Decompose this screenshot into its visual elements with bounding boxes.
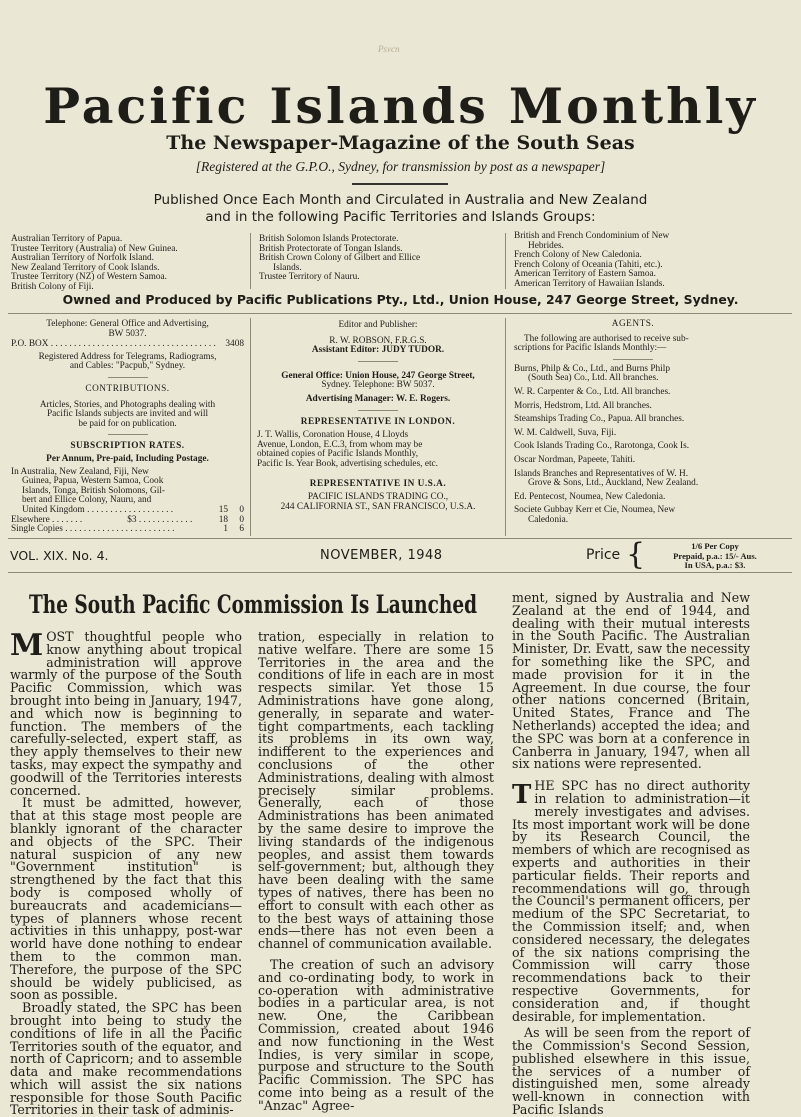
info-divider (505, 318, 506, 536)
territory-item: Australian Territory of Norfolk Island. (11, 253, 154, 264)
territory-item: British Protectorate of Tongan Islands. (259, 243, 403, 254)
editor-name: R. W. ROBSON, F.R.G.S. (329, 335, 427, 346)
agent-item: Oscar Nordman, Papeete, Tahiti. (514, 454, 636, 465)
info-right-column (514, 320, 752, 526)
library-stamp: Psvcn (378, 44, 400, 54)
agent-line: Burns, Philp & Co., Ltd., and Burns Philp (514, 363, 670, 374)
london-text: Pacific Is. Year Book, advertising schedules, etc. (257, 458, 438, 469)
rate-pence: 0 (239, 504, 244, 515)
usd-rate: $3 (127, 514, 137, 525)
article-column-1 (10, 628, 242, 1117)
territories-column-1 (11, 235, 243, 293)
territory-item: French Colony of Oceania (Tahiti, etc.). (514, 259, 663, 270)
rate-shillings: 15 (218, 504, 228, 515)
dropcap-paragraph-text: OST thoughtful people who know anything about tropical administration will approve warmly of the purpose of the South Pacific Commission, which was brought into being in January, 1947, and which now is beginning to function. The members of the carefully-selected, expert staff, as they apply themselves to their new tasks, may expect the sympathy and goodwill of the Territories interests concerned. (10, 629, 242, 798)
brace-glyph: { (626, 537, 646, 572)
article-paragraph: tration, especially in relation to native welfare. There are some 15 Territories in the area and the conditions of life in each are in most respects similar. Yet those 15 Administrations have gone along, generally, in separate and water-tight compartments, each tackling its problems in its own way, indifferent to the experiences and conclusions of the other Administrations, dealing with almost precisely similar problems. Generally, each of those Administrations has been animated by the same desire to improve the living standards of the indigenous peoples, and assist them towards self-government; but, although they have been dealing with the same types of natives, there has been no effort to consult with each other as to the best ways of attaining those ends—there has not even been a channel of communication available. (258, 629, 494, 952)
rate-label: Elsewhere (11, 514, 50, 525)
published-line-2: and in the following Pacific Territories and Islands Groups: (205, 209, 596, 225)
article-paragraph: ment, signed by Australia and New Zealand at the end of 1944, and dealing with their mutual interests in the South Pacific. The Australian Minister, Dr. Evatt, saw the necessity for something like the SPC, and made provision for it in the Agreement. In due course, the four other nations concerned (Britain, United States, France and The Netherlands) accepted the idea; and the SPC was born at a conference in Canberra in January, 1947, when all six nations were represented. (512, 590, 750, 772)
price-line: In USA, p.a.: $3. (684, 560, 746, 570)
territory-item: British Solomon Islands Protectorate. (259, 234, 399, 244)
territory-item: American Territory of Eastern Samoa. (514, 269, 656, 280)
title-rule (352, 183, 448, 185)
london-text: Avenue, London, E.C.3, from whom may be (257, 439, 423, 450)
subscription-region: Islands, Tonga, British Solomons, Gil- (22, 485, 166, 496)
telephone-line: Telephone: General Office and Advertising, (46, 319, 209, 329)
info-left-column (11, 320, 244, 535)
territories-divider (505, 233, 506, 289)
leader-dots: . . . . . . . (49, 515, 85, 525)
territory-item: Trustee Territory (NZ) of Western Samoa. (11, 272, 167, 283)
telephone-number: BW 5037. (108, 328, 147, 339)
mini-rule (613, 359, 653, 360)
leader-dots: . . . . . . . . . . . . . . . . . . . . . . . . (62, 525, 175, 535)
registration-note: [Registered at the G.P.O., Sydney, for transmission by post as a newspaper] (195, 159, 606, 174)
published-line-1: Published Once Each Month and Circulated in Australia and New Zealand (153, 192, 648, 208)
subscription-subheading: Per Annum, Pre-paid, Including Postage. (46, 453, 209, 464)
agent-line: Islands Branches and Representatives of W. H. (514, 468, 689, 479)
leader-dots: . . . . . . . . . . . . (136, 515, 193, 525)
contributions-text: Articles, Stories, and Photographs dealing with (39, 399, 216, 410)
territory-item: American Territory of Hawaiian Islands. (514, 278, 665, 289)
general-office-2: Sydney. Telephone: BW 5037. (321, 380, 435, 391)
agent-item (514, 506, 752, 525)
territories-divider (250, 233, 251, 289)
rate-label: United Kingdom (22, 504, 85, 515)
london-text: J. T. Wallis, Coronation House, 4 Lloyds (257, 430, 409, 441)
article-column-3 (512, 592, 750, 1117)
agent-line: Caledonia. (528, 514, 569, 525)
subscription-region: bert and Ellice Colony, Nauru, and (22, 495, 152, 506)
agent-item: Cook Islands Trading Co., Rarotonga, Cook Is. (514, 441, 690, 452)
article-paragraph (10, 628, 242, 798)
agent-item: W. M. Caldwell, Suva, Fiji. (514, 427, 617, 438)
contributions-heading: CONTRIBUTIONS. (85, 383, 170, 394)
agent-line: (South Sea) Co., Ltd. All branches. (528, 373, 659, 384)
price-label: Price (586, 547, 621, 563)
london-heading: REPRESENTATIVE IN LONDON. (300, 416, 456, 427)
po-box-label: P.O. BOX (11, 339, 49, 350)
contributions-text: be paid for on publication. (78, 418, 177, 429)
territory-item: Trustee Territory (Australia) of New Guinea. (11, 243, 178, 254)
telegram-address-2: and Cables: "Pacpub," Sydney. (69, 361, 186, 372)
subscription-region: Guinea, Papua, Western Samoa, Cook (22, 476, 164, 487)
territory-item: British Colony of Fiji. (11, 281, 94, 292)
rate-row (11, 525, 244, 535)
section-rule (8, 572, 792, 573)
volume-number: VOL. XIX. No. 4. (10, 548, 109, 563)
price-line: Prepaid, p.a.: 15/- Aus. (673, 550, 757, 561)
po-box-value: 3408 (225, 339, 244, 350)
agents-intro: scriptions for Pacific Islands Monthly:— (514, 343, 667, 354)
assistant-editor: Assistant Editor: JUDY TUDOR. (311, 345, 445, 356)
territory-item: Australian Territory of Papua. (11, 234, 123, 244)
territory-item: French Colony of New Caledonia. (514, 250, 642, 261)
mini-rule (358, 361, 398, 362)
london-text: obtained copies of Pacific Islands Monthly, (257, 449, 419, 460)
subscription-heading: SUBSCRIPTION RATES. (70, 441, 185, 452)
masthead-subtitle: The Newspaper-Magazine of the South Seas (166, 132, 635, 154)
article-paragraph: The creation of such an advisory and co-ordinating body, to work in co-operation with administrative bodies in a particular area, is not new. One, the Caribbean Commission, created about 1946 and now functioning in the West Indies, is very similar in scope, purpose and structure to the South Pacific Commission. The SPC has come into being as a result of the "Anzac" Agree- (258, 956, 494, 1113)
leader-dots: . . . . . . . . . . . . . . . . . . . (84, 505, 174, 515)
editor-heading: Editor and Publisher: (338, 320, 418, 330)
mini-rule (358, 410, 398, 411)
usa-heading: REPRESENTATIVE IN U.S.A. (309, 478, 447, 489)
agent-item: W. R. Carpenter & Co., Ltd. All branches. (514, 386, 671, 397)
agent-item (514, 365, 752, 384)
territory-item: Hebrides. (528, 240, 564, 251)
agents-intro: The following are authorised to receive sub- (524, 333, 689, 344)
rate-label: Single Copies (11, 524, 63, 535)
usa-text: 244 CALIFORNIA ST., SAN FRANCISCO, U.S.A. (280, 501, 476, 512)
subscription-region: In Australia, New Zealand, Fiji, New (11, 466, 149, 477)
agent-item: Steamships Trading Co., Papua. All branches. (514, 414, 685, 425)
contributions-text: Pacific Islands subjects are invited and will (46, 409, 209, 420)
general-office: General Office: Union House, 247 George Street, (281, 370, 475, 381)
masthead-title: Pacific Islands Monthly (43, 77, 758, 135)
article-column-2 (258, 631, 494, 1112)
advertising-manager: Advertising Manager: W. E. Rogers. (305, 393, 451, 404)
po-box-row (11, 340, 244, 350)
territory-item: Islands. (273, 262, 302, 273)
info-divider (250, 318, 251, 536)
leader-dots: . . . . . . . . . . . . . . . . . . . . . . . . . . . . . . . . . . . . (48, 340, 216, 350)
agent-line: Grove & Sons, Ltd., Auckland, New Zealand. (528, 478, 699, 489)
territory-item: British and French Condominium of New (514, 231, 670, 241)
agent-item: Ed. Pentecost, Noumea, New Caledonia. (514, 491, 666, 502)
agents-heading: AGENTS. (611, 319, 655, 329)
publisher-line: Owned and Produced by Pacific Publications Pty., Ltd., Union House, 247 George Street, Sydney. (62, 292, 739, 307)
territories-column-2 (259, 235, 499, 283)
article-paragraph (512, 780, 750, 1023)
agent-line: Societe Gubbay Kerr et Cie, Noumea, New (514, 505, 676, 516)
price-details (640, 542, 790, 571)
telegram-address: Registered Address for Telegrams, Radiograms, (38, 351, 217, 362)
rate-pence: 6 (239, 524, 244, 535)
price-line: 1/6 Per Copy (691, 541, 739, 551)
territory-item: British Crown Colony of Gilbert and Ellice (259, 253, 421, 264)
rate-shillings: 1 (223, 524, 228, 535)
article-paragraph: It must be admitted, however, that at this stage most people are blankly ignorant of the character and objects of the SPC. Their natural suspicion of any new "Government institution" is strengthened by the fact that this body is composed wholly of bureaucrats and academicians—types of planners whose recent activities in this unhappy, post-war world have done nothing to endear them to the common man. Therefore, the purpose of the SPC should be widely publicised, as soon as possible. (10, 795, 242, 1003)
territories-column-3 (514, 232, 754, 290)
agent-item (514, 470, 752, 489)
territory-item: New Zealand Territory of Cook Islands. (11, 262, 160, 273)
section-rule (8, 313, 792, 314)
rate-shillings: 18 (218, 514, 229, 525)
dropcap-paragraph-text: HE SPC has no direct authority in relation to administration—it merely investigates and advises. Its most important work will be done by its Research Council, the members of which are recognised as experts and authorities in their particular fields. Their reports and recommendations will go, through the Council's permanent officers, per medium of the SPC Secretariat, to the Commission itself; and, when considered necessary, the delegates of the six nations comprising the Commission will carry those recommendations back to their respective Governments, for consideration and, if thought desirable, for implementation. (512, 778, 750, 1024)
agent-item: Morris, Hedstrom, Ltd. All branches. (514, 400, 652, 411)
article-headline: The South Pacific Commission Is Launched (29, 590, 478, 619)
section-rule (8, 538, 792, 539)
rate-pence: 0 (239, 514, 245, 525)
mini-rule (108, 377, 148, 378)
territory-item: Trustee Territory of Nauru. (259, 272, 360, 283)
usa-text: PACIFIC ISLANDS TRADING CO., (307, 492, 449, 503)
drop-cap: T (512, 780, 532, 811)
issue-date: NOVEMBER, 1948 (320, 548, 443, 563)
article-paragraph: Broadly stated, the SPC has been brought into being to study the conditions of life in all the Pacific Territories south of the equator, and north of Capricorn; and to assemble data and make recommendations which will assist the six nations responsible for those South Pacific Territories in their task of adminis- (10, 1000, 242, 1117)
info-middle-column (257, 321, 499, 512)
drop-cap: M (10, 628, 44, 663)
mini-rule (108, 434, 148, 435)
article-paragraph: As will be seen from the report of the Commission's Second Session, published elsewhere in this issue, the services of a number of distinguished men, some already well-known in connection with Pacific Islands (512, 1025, 750, 1117)
